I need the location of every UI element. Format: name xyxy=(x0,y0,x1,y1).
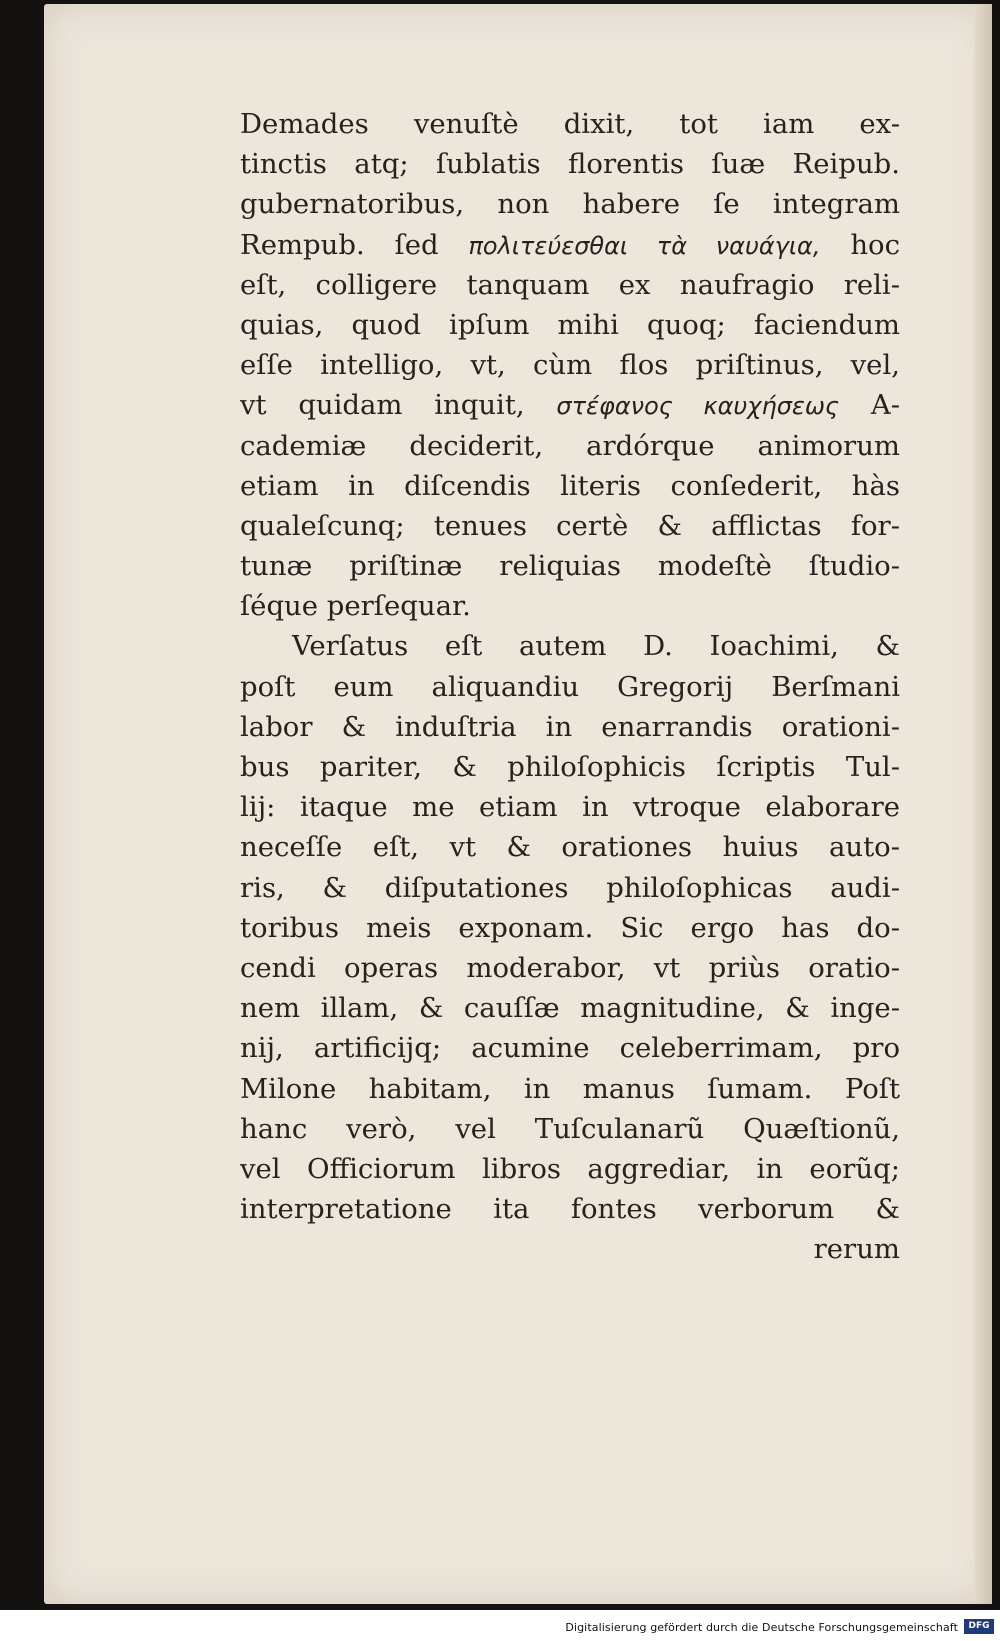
text-line: eſt, colligere tanquam ex naufragio reli- xyxy=(240,268,900,301)
latin-text: Rempub. ſed xyxy=(240,228,439,261)
greek-phrase: στέφανος καυχήσεως xyxy=(556,392,840,421)
latin-text: vt quidam inquit, xyxy=(240,389,525,422)
text-line: labor & induſtria in enarrandis orationi- xyxy=(240,710,900,743)
text-line: hanc verò, vel Tuſculanarũ Quæſtionũ, xyxy=(240,1112,900,1145)
catchword: rerum xyxy=(813,1233,900,1266)
text-line: tinctis atq; ſublatis florentis ſuæ Reipub. xyxy=(240,148,900,181)
greek-phrase: πολιτεύεσθαι τὰ ναυάγια, xyxy=(468,231,821,260)
text-line: vel Officiorum libros aggrediar, in eorũq; xyxy=(240,1152,900,1185)
text-line: neceſſe eſt, vt & orationes huius auto- xyxy=(240,831,900,864)
text-line: ſéque perſequar. xyxy=(240,590,471,623)
text-line: etiam in diſcendis literis conſederit, hàs xyxy=(240,469,900,502)
text-line: cendi operas moderabor, vt priùs oratio- xyxy=(240,951,900,984)
latin-text: A- xyxy=(870,389,900,422)
text-line-with-greek xyxy=(240,225,900,265)
text-line: ris, & diſputationes philoſophicas audi- xyxy=(240,871,900,904)
text-line: quias, quod ipſum mihi quoq; faciendum xyxy=(240,308,900,341)
footer-bar xyxy=(0,1610,1000,1641)
text-line: toribus meis exponam. Sic ergo has do- xyxy=(240,911,900,944)
text-line: gubernatoribus, non habere ſe integram xyxy=(240,188,900,221)
text-line: Demades venuſtè dixit, tot iam ex- xyxy=(240,108,900,140)
latin-text: hoc xyxy=(850,228,900,261)
text-line: Verſatus eſt autem D. Ioachimi, & xyxy=(292,630,900,663)
text-line: tunæ priſtinæ reliquias modeſtè ſtudio- xyxy=(240,550,900,583)
dfg-logo-icon: DFG xyxy=(964,1619,994,1634)
text-line: Milone habitam, in manus ſumam. Poſt xyxy=(240,1072,900,1105)
text-line: cademiæ deciderit, ardórque animorum xyxy=(240,429,900,462)
text-line: poſt eum aliquandiu Gregorij Berſmani xyxy=(240,670,900,703)
text-line-with-greek xyxy=(240,385,900,425)
text-line: qualeſcunq; tenues certè & afflictas for- xyxy=(240,509,900,542)
page-text xyxy=(240,104,900,1269)
funding-notice: Digitalisierung gefördert durch die Deutsche Forschungsgemeinschaft xyxy=(565,1621,958,1634)
page-edge xyxy=(974,4,992,1604)
text-line: lij: itaque me etiam in vtroque elaborare xyxy=(240,791,900,824)
text-line: nem illam, & cauſſæ magnitudine, & inge- xyxy=(240,992,900,1025)
text-line: eſſe intelligo, vt, cùm flos priſtinus, vel, xyxy=(240,349,900,382)
text-line: interpretatione ita fontes verborum & xyxy=(240,1193,900,1226)
text-line: nij, artificijq; acumine celeberrimam, pro xyxy=(240,1032,900,1065)
text-line: bus pariter, & philoſophicis ſcriptis Tul- xyxy=(240,751,900,783)
